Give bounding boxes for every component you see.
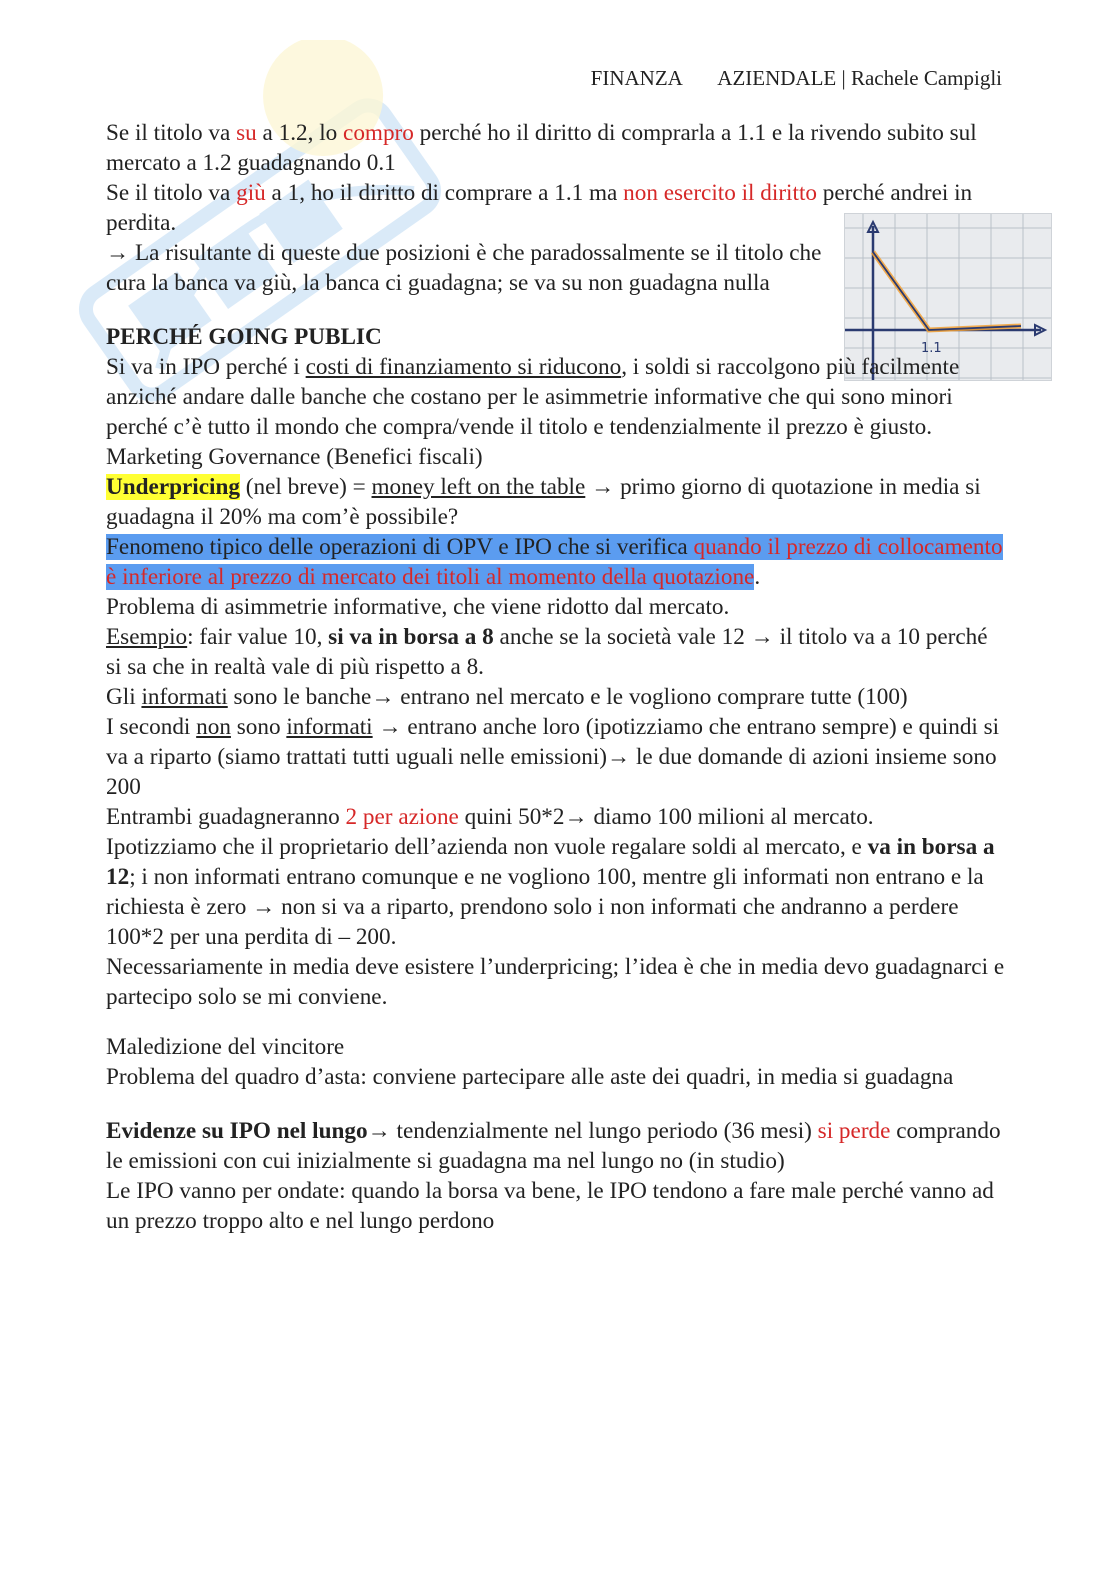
text-bold: Evidenze su IPO nel lungo (106, 1118, 368, 1144)
text-red: non esercito il diritto (623, 180, 817, 206)
text: comprando le emissioni con cui inizialmente si guadagna ma nel lungo no (in studio) (106, 1118, 1001, 1174)
header-course: FINANZA (590, 66, 682, 90)
text: quini 50*2→ diamo 100 milioni al mercato. (458, 804, 874, 830)
text: sono (230, 714, 287, 740)
paragraph-giu (106, 178, 1006, 238)
paragraph-evidenze (106, 1116, 1006, 1176)
text-underline: money left on the table (371, 474, 586, 500)
text-bold: si va in borsa a 8 (328, 624, 494, 650)
text-red: si perde (817, 1118, 891, 1144)
paragraph-ipo (106, 352, 1006, 442)
paragraph-ondate: Le IPO vanno per ondate: quando la borsa va bene, le IPO tendono a fare male perché vanno ad un prezzo troppo alto e nel lungo perdono (106, 1178, 994, 1234)
text: → primo giorno di quotazione in media si guadagna il 20% ma com’è possibile? (106, 474, 981, 530)
text-bold: va in borsa a 12 (106, 834, 995, 890)
text: (nel breve) = (239, 474, 372, 500)
highlight-blue-red: quando il prezzo di collocamento è inferiore al prezzo di mercato dei titoli al momento della quotazione (106, 534, 1003, 590)
text-red: 2 per azione (345, 804, 459, 830)
text: I secondi (106, 714, 197, 740)
highlight-underpricing: Underpricing (106, 474, 240, 500)
paragraph-underpricing (106, 472, 1006, 532)
page-header (591, 66, 1002, 91)
text: anche se la società vale 12 → il titolo va a 10 perché si sa che in realtà vale di più rispetto a 8. (106, 624, 988, 680)
text-underline: informati (286, 714, 373, 740)
section-heading-going-public: PERCHÉ GOING PUBLIC (106, 324, 382, 350)
text: . (754, 564, 761, 590)
text: → tendenzialmente nel lungo periodo (36 mesi) (367, 1118, 818, 1144)
text: Gli (106, 684, 142, 710)
text-red: su (236, 120, 257, 146)
paragraph-su (106, 118, 1006, 178)
paragraph-quadro-asta: Problema del quadro d’asta: conviene partecipare alle aste dei quadri, in media si guadagna (106, 1064, 954, 1090)
text: Ipotizziamo che il proprietario dell’azienda non vuole regalare soldi al mercato, e (106, 834, 868, 860)
text-underline: non (196, 714, 231, 740)
text: a 1.2, lo (256, 120, 344, 146)
document-body (106, 118, 1006, 1236)
paragraph-non-informati (106, 712, 1006, 802)
paragraph-problema: Problema di asimmetrie informative, che viene ridotto dal mercato. (106, 594, 730, 620)
header-course-author: AZIENDALE | Rachele Campigli (717, 66, 1002, 90)
text: Si va in IPO perché i (106, 354, 306, 380)
paragraph-ipotizziamo (106, 832, 1006, 952)
paragraph-informati (106, 682, 1006, 712)
text-underline: Esempio (106, 624, 188, 650)
text: Entrambi guadagneranno (106, 804, 346, 830)
text: sono le banche→ entrano nel mercato e le vogliono comprare tutte (100) (227, 684, 908, 710)
text: : fair value 10, (187, 624, 329, 650)
text: Se il titolo va (106, 120, 237, 146)
paragraph-risultante: → La risultante di queste due posizioni è che paradossalmente se il titolo che cura la banca va giù, la banca ci guadagna; se va su non guadagna nulla (106, 240, 822, 296)
text-underline: informati (141, 684, 228, 710)
paragraph-maledizione: Maledizione del vincitore (106, 1034, 345, 1060)
text-red: giù (236, 180, 266, 206)
text: ; i non informati entrano comunque e ne vogliono 100, mentre gli informati non entrano e la richiesta è zero → non si va a riparto, prendono solo i non informati che andranno a perdere 100*2 per una perdita di – 200. (106, 864, 984, 950)
paragraph-fenomeno (106, 532, 1006, 592)
text: → entrano anche loro (ipotizziamo che entrano sempre) e quindi si va a riparto (siamo trattati tutti uguali nelle emissioni)→ le due domande di azioni insieme sono 200 (106, 714, 1000, 800)
text: , i soldi si raccolgono più facilmente anziché andare dalle banche che costano per le asimmetrie informative che qui sono minori perché c’è tutto il mondo che compra/vende il titolo e tendenzialmente il prezzo è giusto. (106, 354, 960, 440)
text: Se il titolo va (106, 180, 237, 206)
text-red: compro (343, 120, 414, 146)
paragraph-entrambi (106, 802, 1006, 832)
x-tick-label: 1.1 (921, 341, 942, 356)
text-underline: costi di finanziamento si riducono (305, 354, 622, 380)
paragraph-necessariamente: Necessariamente in media deve esistere l’underpricing; l’idea è che in media devo guadagnarci e partecipo solo se mi conviene. (106, 954, 1005, 1010)
text: perché andrei in perdita. (106, 180, 973, 236)
paragraph-esempio (106, 622, 1006, 682)
text: a 1, ho il diritto di comprare a 1.1 ma (265, 180, 624, 206)
paragraph-marketing: Marketing Governance (Benefici fiscali) (106, 444, 483, 470)
highlight-blue: Fenomeno tipico delle operazioni di OPV e IPO che si verifica (106, 534, 694, 560)
text: perché ho il diritto di comprarla a 1.1 e la rivendo subito sul mercato a 1.2 guadagnando 0.1 (106, 120, 977, 176)
